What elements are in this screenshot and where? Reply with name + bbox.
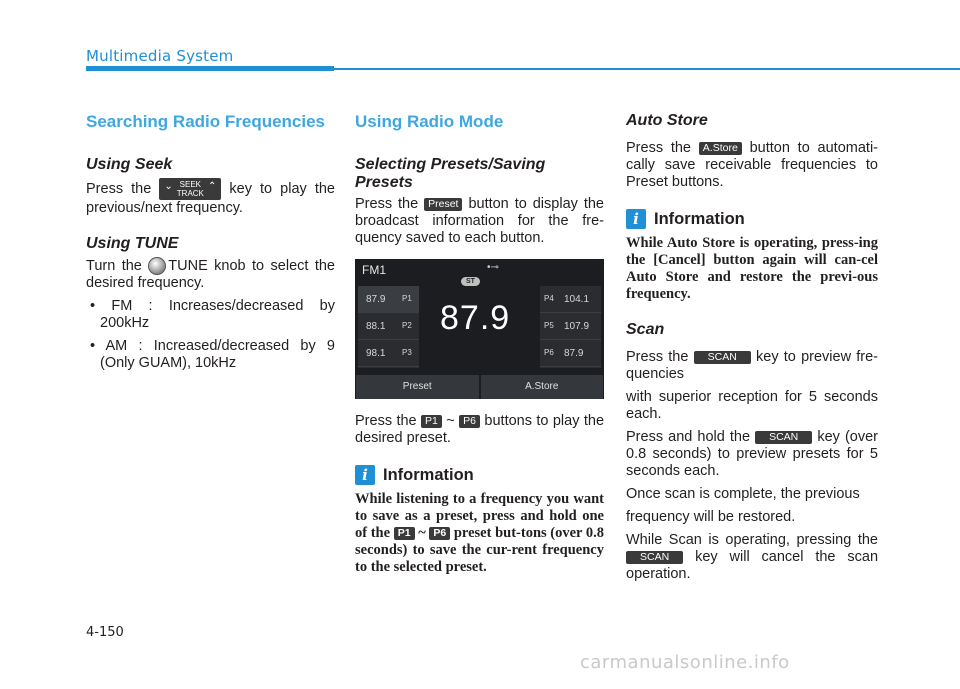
section-title-radio-mode: Using Radio Mode — [355, 112, 504, 131]
current-frequency: 87.9 — [440, 299, 511, 337]
preset-button[interactable]: Preset — [356, 375, 479, 399]
stereo-badge: ST — [461, 277, 480, 286]
scan-text-post: key to preview fre-quencies — [626, 349, 878, 382]
tune-text-pre: Turn the — [86, 257, 142, 274]
preset-row[interactable] — [540, 286, 601, 313]
astore-text-pre: Press the — [626, 140, 691, 156]
scan-paragraph-3 — [626, 429, 878, 480]
usb-icon: •⊸ — [487, 262, 499, 273]
preset-row[interactable] — [358, 286, 419, 313]
seek-text-post: key to play the previous/next frequency. — [86, 180, 335, 216]
radio-screen-image — [355, 259, 604, 399]
information-heading — [355, 465, 604, 485]
seek-paragraph — [86, 178, 335, 217]
information-body — [355, 491, 604, 576]
tune-step-list — [86, 298, 335, 372]
header-rule-thick — [86, 66, 334, 71]
tune-knob-icon — [148, 257, 166, 275]
tilde-text: ~ — [418, 525, 426, 541]
subtitle-using-seek: Using Seek — [86, 156, 173, 173]
chevron-down-icon: ⌄ — [164, 181, 173, 192]
scan-paragraph-5: frequency will be restored. — [626, 509, 796, 525]
subtitle-using-tune: Using TUNE — [86, 235, 179, 252]
seek-key-label: SEEK — [179, 180, 202, 189]
section-header-title: Multimedia System — [86, 47, 234, 65]
preset-key-icon: Preset — [424, 198, 462, 211]
subtitle-scan: Scan — [626, 321, 665, 338]
p1-key-icon: P1 — [421, 415, 442, 428]
scan-cancel-text-pre: While Scan is operating, pressing the — [626, 532, 878, 548]
scan-paragraph-6 — [626, 532, 878, 583]
preset-row[interactable] — [358, 313, 419, 340]
track-key-label: TRACK — [176, 189, 204, 198]
seek-track-key-icon — [159, 178, 221, 200]
scan-cancel-text-post: key will cancel the scan operation. — [626, 549, 879, 582]
play-text-post: buttons to play the desired preset. — [355, 413, 605, 446]
list-item: • FM : Increases/decreased by 200kHz — [90, 298, 335, 331]
seek-text-pre: Press the — [86, 180, 152, 197]
preset-paragraph — [355, 196, 604, 247]
preset-frequency: 87.9 — [564, 348, 584, 359]
column-searching — [86, 112, 335, 378]
section-title-searching: Searching Radio Frequencies — [86, 112, 326, 131]
scan-text-pre: Press the — [626, 349, 689, 365]
page-number: 4-150 — [86, 625, 124, 640]
astore-key-icon: A.Store — [699, 142, 742, 155]
subtitle-presets: Selecting Presets/Saving Presets — [355, 156, 546, 191]
preset-text-pre: Press the — [355, 196, 419, 212]
tune-paragraph — [86, 257, 335, 292]
preset-label: P5 — [544, 321, 554, 330]
column-auto-store-scan — [626, 112, 878, 583]
column-radio-mode — [355, 112, 604, 576]
watermark-text: carmanualsonline.info — [580, 652, 790, 673]
scan-paragraph-4: Once scan is complete, the previous — [626, 486, 860, 502]
preset-row[interactable] — [540, 313, 601, 340]
p1-key-icon: P1 — [394, 527, 415, 540]
info-icon: i — [355, 465, 375, 485]
information-body: While Auto Store is operating, press-ing the [Cancel] button again will can-cel Auto Store and restore the previ-ous frequency. — [626, 235, 878, 302]
tune-text-post: TUNE knob to select the desired frequency. — [86, 257, 335, 291]
scan-hold-text-pre: Press and hold the — [626, 429, 751, 445]
preset-panel-left — [358, 286, 419, 368]
information-title: Information — [654, 209, 745, 228]
info-icon: i — [626, 209, 646, 229]
p6-key-icon: P6 — [429, 527, 450, 540]
scan-key-icon: SCAN — [626, 551, 683, 564]
preset-row[interactable] — [358, 340, 419, 367]
preset-frequency: 104.1 — [564, 294, 590, 305]
preset-label: P3 — [402, 348, 412, 357]
information-title: Information — [383, 465, 474, 484]
preset-panel-right — [540, 286, 601, 368]
information-heading — [626, 209, 878, 229]
preset-label: P2 — [402, 321, 412, 330]
preset-text-post: button to display the broadcast information for the fre-quency saved to each button. — [355, 196, 604, 246]
preset-row[interactable] — [540, 340, 601, 367]
scan-key-icon: SCAN — [694, 351, 751, 364]
info-text-post: preset but-tons (over 0.8 seconds) to save the cur-rent frequency to the selected preset. — [355, 525, 604, 575]
astore-button[interactable]: A.Store — [481, 375, 604, 399]
astore-text-post: button to automati-cally save receivable frequencies to Preset buttons. — [626, 140, 878, 190]
radio-band-label: FM1 — [362, 263, 386, 277]
preset-frequency: 98.1 — [366, 348, 386, 359]
scan-hold-text-post: key (over 0.8 seconds) to preview presets for 5 seconds each. — [626, 429, 878, 479]
play-text-pre: Press the — [355, 413, 417, 429]
p6-key-icon: P6 — [459, 415, 480, 428]
subtitle-auto-store: Auto Store — [626, 112, 708, 129]
scan-key-icon: SCAN — [755, 431, 812, 444]
preset-label: P1 — [402, 294, 412, 303]
preset-frequency: 87.9 — [366, 294, 386, 305]
scan-paragraph-2: with superior reception for 5 seconds each. — [626, 389, 878, 422]
radio-button-bar — [355, 375, 604, 399]
list-item: • AM : Increased/decreased by 9 (Only GUAM), 10kHz — [90, 338, 335, 371]
info-text-pre: While listening to a frequency you want to save as a preset, press and hold one of the — [355, 491, 604, 541]
preset-label: P6 — [544, 348, 554, 357]
tilde-text: ~ — [446, 413, 455, 429]
scan-paragraph-1 — [626, 349, 878, 383]
chevron-up-icon: ⌃ — [207, 181, 217, 192]
preset-frequency: 107.9 — [564, 321, 590, 332]
auto-store-paragraph — [626, 140, 878, 191]
preset-label: P4 — [544, 294, 554, 303]
preset-frequency: 88.1 — [366, 321, 386, 332]
header-rule-thin — [334, 68, 960, 70]
preset-play-paragraph — [355, 413, 604, 447]
